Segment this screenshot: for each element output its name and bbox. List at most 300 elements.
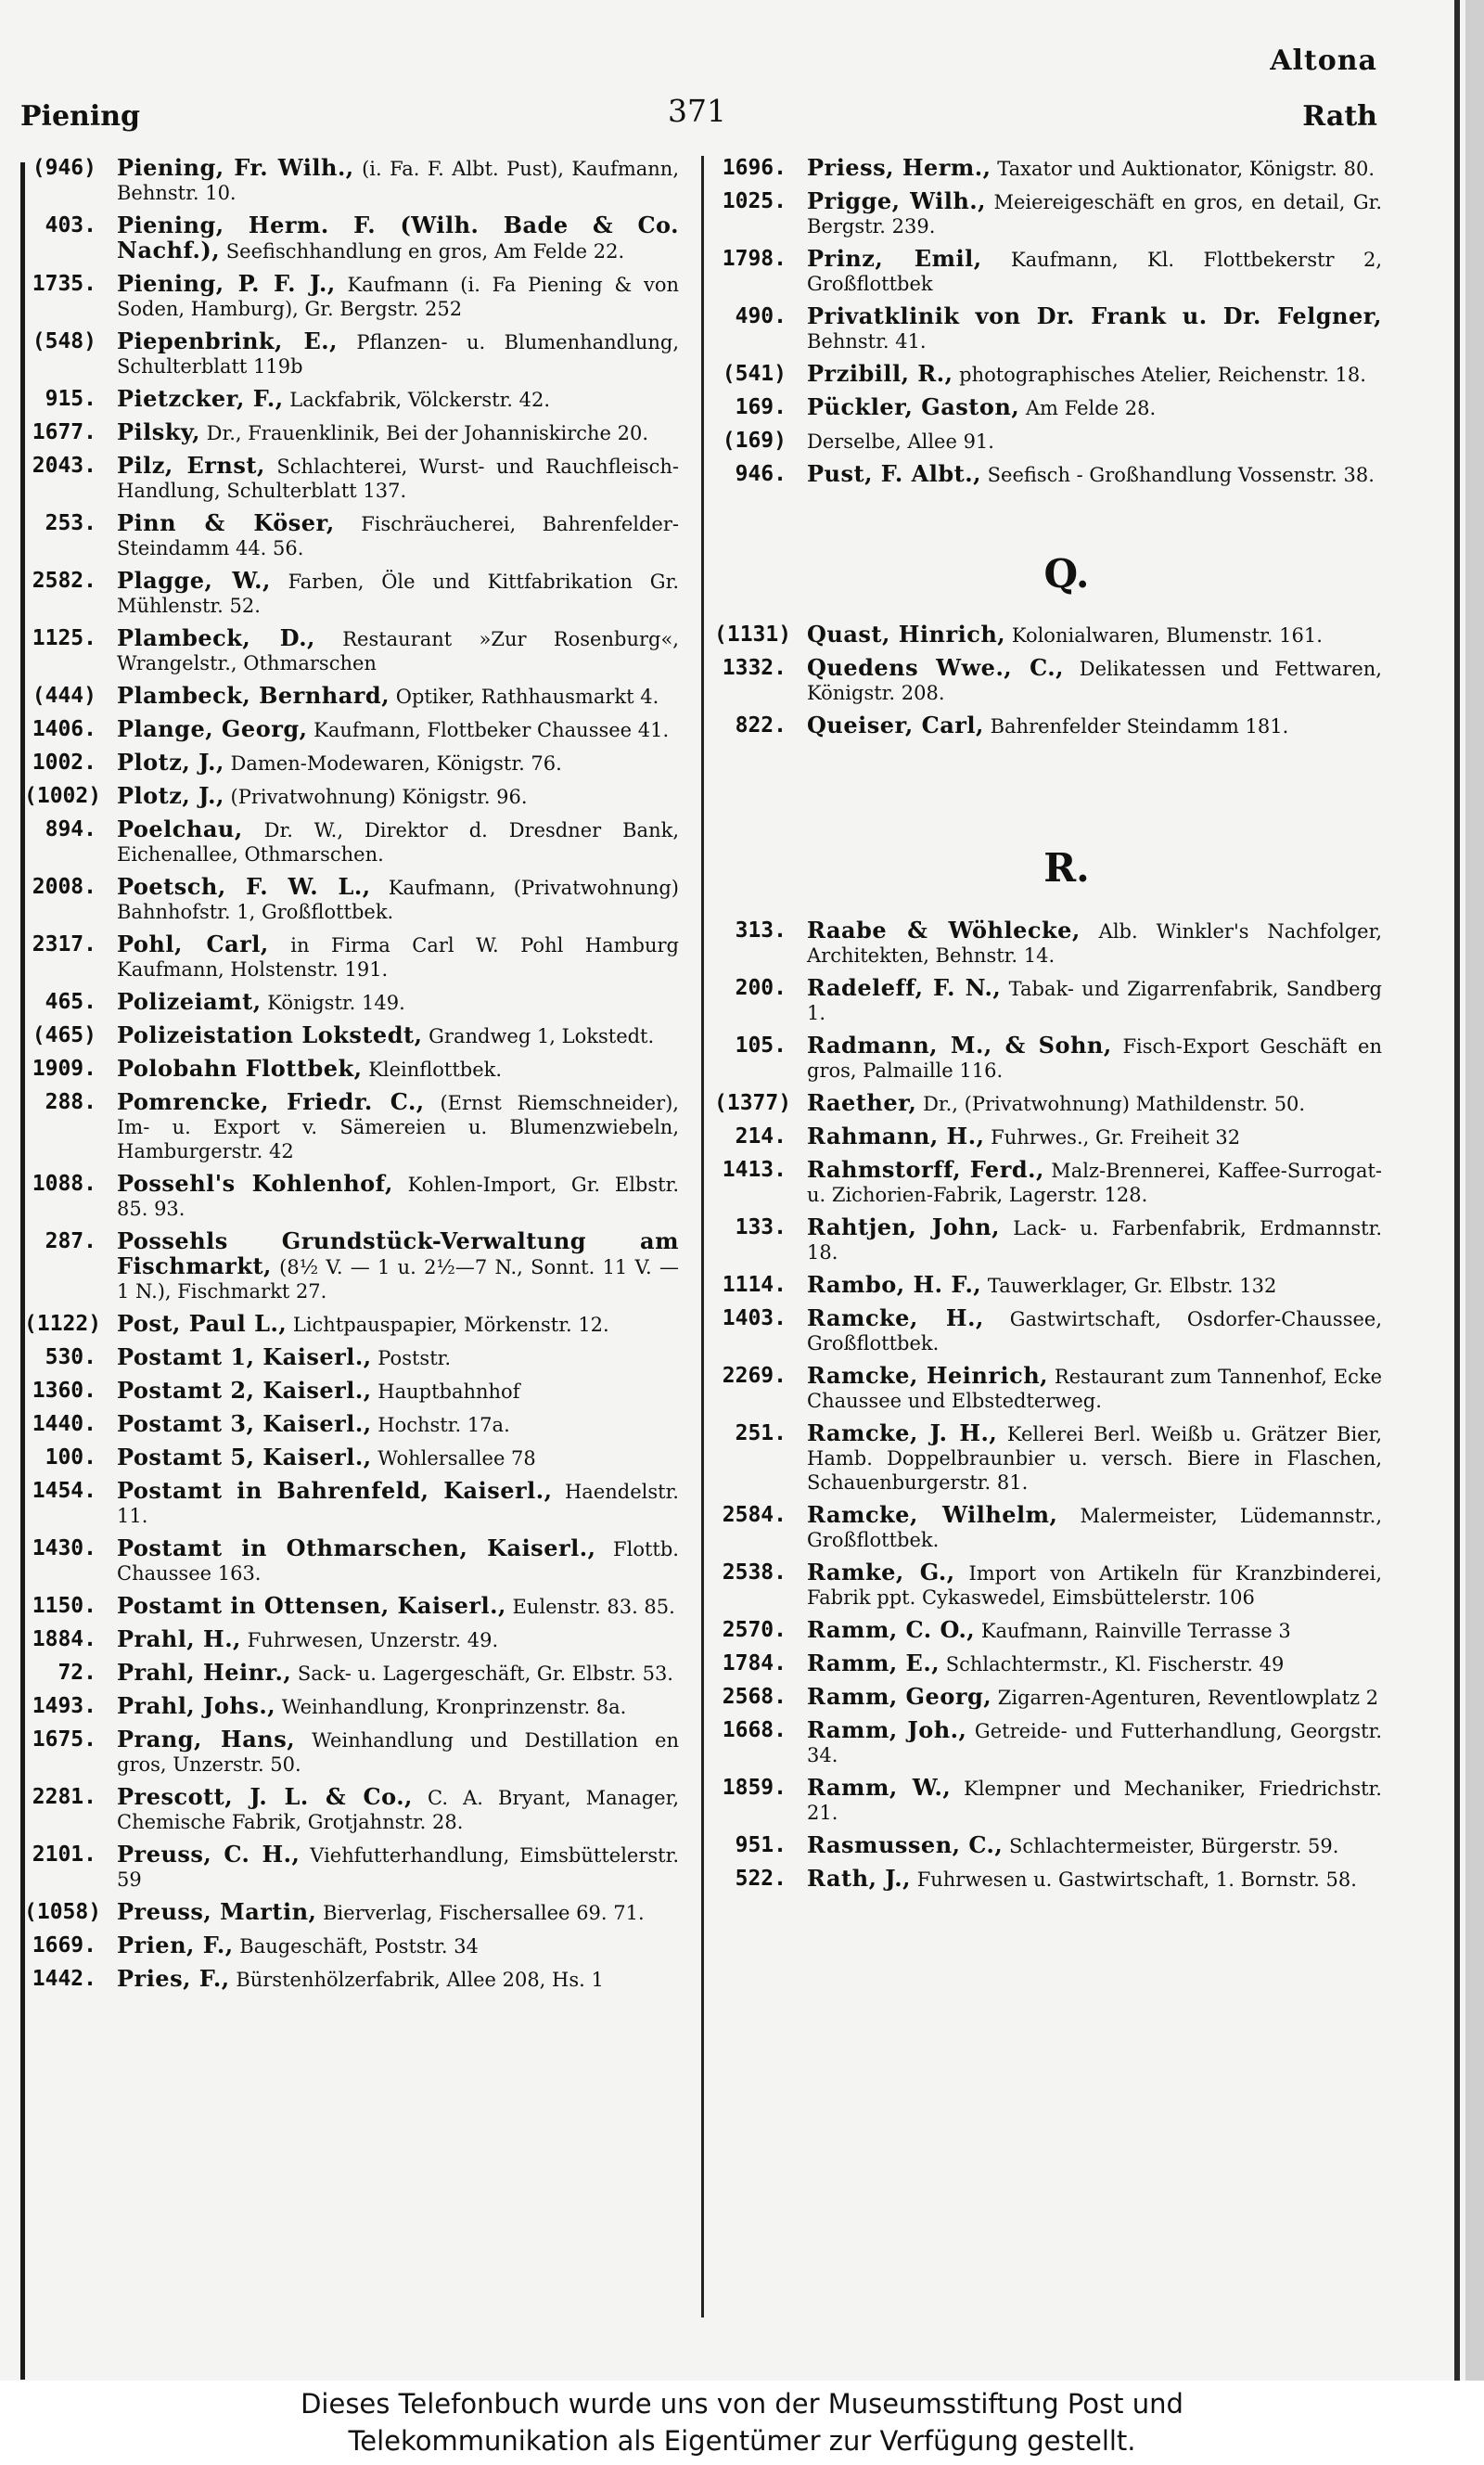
phone-number: (465)	[32, 1023, 96, 1047]
entry-name: Piepenbrink, E.,	[117, 327, 338, 354]
entry-details: Weinhandlung und Destillation en gros, Unzerstr. 50.	[117, 1729, 679, 1776]
directory-entry	[714, 1364, 1382, 1413]
entry-details: Schlachterei, Wurst- und Rauchfleisch-Handlung, Schulterblatt 137.	[117, 456, 680, 502]
entry-name: Plotz, J.,	[117, 749, 224, 776]
entry-text	[807, 1833, 1382, 1858]
entry-details: Malz-Brennerei, Kaffee-Surrogat- u. Zichorien-Fabrik, Lagerstr. 128.	[807, 1160, 1382, 1206]
entry-details: Getreide- und Futterhandlung, Georgstr. 34.	[807, 1720, 1382, 1766]
entry-name: Ramcke, J. H.,	[807, 1419, 998, 1446]
phone-number: 490.	[735, 304, 787, 328]
entry-text	[117, 387, 679, 412]
entry-text	[807, 462, 1382, 487]
entry-text	[117, 213, 679, 263]
entry-details: Optiker, Rathhausmarkt 4.	[395, 686, 659, 708]
directory-entry	[24, 1594, 679, 1619]
entry-name: Pückler, Gaston,	[807, 393, 1020, 420]
entry-text	[807, 1867, 1382, 1892]
entry-text	[807, 713, 1382, 738]
directory-entry	[24, 1345, 679, 1370]
page-number: 371	[668, 93, 726, 129]
directory-entry	[24, 387, 679, 412]
entry-text	[807, 247, 1382, 296]
entry-details: Tabak- und Zigarrenfabrik, Sandberg 1.	[807, 978, 1383, 1024]
directory-entry	[24, 751, 679, 776]
directory-entry	[24, 569, 679, 618]
entry-text	[117, 272, 679, 321]
directory-entry	[714, 1034, 1382, 1083]
entry-name: Prahl, Johs.,	[117, 1692, 276, 1719]
entry-text	[807, 1273, 1382, 1298]
entry-details: Dr., (Privatwohnung) Mathildenstr. 50.	[923, 1093, 1306, 1115]
directory-entry	[24, 156, 679, 205]
entry-text	[807, 1091, 1382, 1116]
entry-details: Fuhrwesen u. Gastwirtschaft, 1. Bornstr. 58.	[916, 1868, 1357, 1891]
entry-name: Raabe & Wöhlecke,	[807, 917, 1081, 944]
entry-details: Malermeister, Lüdemannstr., Großflottbek.	[807, 1505, 1383, 1551]
entry-name: Polizeiamt,	[117, 988, 262, 1015]
entry-text	[117, 1900, 679, 1925]
phone-number: 1406.	[32, 717, 96, 741]
entry-details: Dr., Frauenklinik, Bei der Johanniskirche 20.	[206, 422, 649, 444]
phone-number: 1677.	[32, 420, 96, 444]
section-p-continued	[714, 156, 1382, 487]
entry-details: Haendelstr. 11.	[117, 1481, 679, 1527]
entry-name: Piening, Fr. Wilh.,	[117, 154, 354, 181]
directory-entry	[714, 247, 1382, 296]
entry-details: Lack- u. Farbenfabrik, Erdmannstr. 18.	[807, 1217, 1383, 1264]
directory-entry	[24, 420, 679, 445]
entry-name: Ramke, G.,	[807, 1559, 955, 1586]
entry-text	[807, 1421, 1382, 1495]
entry-details: Königstr. 149.	[267, 992, 405, 1014]
phone-number: 287.	[45, 1229, 96, 1253]
phone-number: 253.	[45, 511, 96, 535]
phone-number: 1332.	[722, 656, 787, 680]
phone-number: 1430.	[32, 1536, 96, 1560]
directory-entry	[714, 1776, 1382, 1825]
directory-entry	[714, 623, 1382, 648]
directory-entry	[24, 1967, 679, 1992]
entry-text	[117, 1412, 679, 1437]
left-column	[24, 156, 679, 2000]
directory-entry	[714, 1618, 1382, 1643]
entry-name: Post, Paul L.,	[117, 1310, 288, 1337]
entry-name: Plange, Georg,	[117, 715, 308, 742]
entry-text	[807, 976, 1382, 1025]
entry-text	[117, 1445, 679, 1470]
phone-number: 169.	[735, 395, 787, 419]
phone-number: 822.	[735, 713, 787, 738]
entry-text	[117, 717, 679, 742]
directory-entry	[24, 1229, 679, 1303]
entry-text	[117, 1627, 679, 1652]
phone-number: 2281.	[32, 1785, 96, 1809]
phone-number: (1122)	[24, 1312, 102, 1336]
directory-entry	[24, 1023, 679, 1048]
entry-text	[117, 1172, 679, 1221]
phone-number: 100.	[45, 1445, 96, 1470]
phone-number: 1360.	[32, 1379, 96, 1403]
entry-details: Alb. Winkler's Nachfolger, Architekten, Behnstr. 14.	[807, 920, 1382, 967]
entry-name: Ramm, Joh.,	[807, 1716, 967, 1743]
entry-text	[807, 1718, 1382, 1767]
entry-name: Rahmann, H.,	[807, 1123, 985, 1149]
entry-text	[117, 1727, 679, 1777]
phone-number: (1377)	[714, 1091, 792, 1115]
phone-number: 946.	[735, 462, 787, 486]
directory-entry	[24, 1727, 679, 1777]
entry-name: Prien, F.,	[117, 1932, 234, 1958]
entry-details: Behnstr. 41.	[807, 330, 927, 353]
phone-number: 2008.	[32, 875, 96, 899]
phone-number: 403.	[45, 213, 96, 238]
entry-name: Przibill, R.,	[807, 360, 953, 387]
directory-entry	[24, 1694, 679, 1719]
entry-details: Hauptbahnhof	[377, 1380, 520, 1403]
entry-text	[117, 1661, 679, 1686]
directory-entry	[714, 1306, 1382, 1355]
entry-text	[117, 1312, 679, 1337]
footer-line-2: Telekommunikation als Eigentümer zur Verfügung gestellt.	[348, 2425, 1136, 2457]
directory-entry	[24, 1785, 679, 1834]
page-margin-right	[1465, 0, 1484, 2381]
entry-details: Fuhrwes., Gr. Freiheit 32	[991, 1126, 1241, 1149]
directory-entry	[714, 1867, 1382, 1892]
entry-details: Seefischhandlung en gros, Am Felde 22.	[225, 240, 625, 263]
entry-text	[807, 1124, 1382, 1149]
entry-text	[807, 189, 1382, 238]
entry-name: Priess, Herm.,	[807, 154, 991, 181]
entry-name: Radeleff, F. N.,	[807, 974, 1002, 1001]
entry-name: Pilsky,	[117, 418, 200, 445]
section-letter-r: R.	[1043, 845, 1090, 891]
entry-details: Kleinflottbek.	[368, 1059, 503, 1081]
phone-number: 1735.	[32, 272, 96, 296]
entry-name: Plambeck, Bernhard,	[117, 682, 390, 709]
entry-text	[807, 1215, 1382, 1265]
directory-entry	[714, 1124, 1382, 1149]
entry-name: Rasmussen, C.,	[807, 1831, 1004, 1858]
entry-name: Polobahn Flottbek,	[117, 1055, 363, 1082]
directory-entry	[24, 684, 679, 709]
entry-text	[807, 304, 1382, 353]
entry-details: Dr. W., Direktor d. Dresdner Bank, Eichenallee, Othmarschen.	[117, 819, 679, 866]
phone-number: 1454.	[32, 1479, 96, 1503]
entry-name: Prang, Hans,	[117, 1726, 296, 1752]
phone-number: (548)	[32, 329, 96, 353]
entry-name: Plotz, J.,	[117, 782, 224, 809]
directory-entry	[714, 1718, 1382, 1767]
entry-name: Rambo, H. F.,	[807, 1271, 982, 1298]
entry-name: Pinn & Köser,	[117, 509, 335, 536]
entry-name: Ramm, C. O.,	[807, 1616, 976, 1643]
entry-details: Poststr.	[377, 1347, 452, 1369]
entry-name: Raether,	[807, 1089, 917, 1116]
entry-text	[117, 817, 679, 867]
entry-details: Restaurant »Zur Rosenburg«, Wrangelstr., Othmarschen	[117, 628, 679, 674]
phone-number: 1669.	[32, 1933, 96, 1958]
phone-number: 105.	[735, 1034, 787, 1058]
entry-details: Kaufmann, Flottbeker Chaussee 41.	[313, 719, 670, 741]
entry-details: Kohlen-Import, Gr. Elbstr. 85. 93.	[117, 1174, 679, 1220]
entry-details: (Ernst Riemschneider), Im- u. Export v. Sämereien u. Blumenzwiebeln, Hamburgerstr. 42	[117, 1092, 679, 1162]
phone-number: 2269.	[722, 1364, 787, 1388]
directory-entry	[714, 189, 1382, 238]
entry-name: Postamt 5, Kaiserl.,	[117, 1444, 372, 1470]
phone-number: 2317.	[32, 932, 96, 956]
phone-number: 2101.	[32, 1842, 96, 1867]
entry-text	[117, 1967, 679, 1992]
phone-number: 530.	[45, 1345, 96, 1369]
entry-details: Farben, Öle und Kittfabrikation Gr. Mühlenstr. 52.	[117, 571, 679, 617]
header-last-entry: Rath	[1302, 100, 1377, 133]
entry-name: Preuss, C. H.,	[117, 1841, 301, 1868]
entry-details: Import von Artikeln für Kranzbinderei, Fabrik ppt. Cykaswedel, Eimsbüttelerstr. 106	[807, 1562, 1383, 1609]
entry-details: Pflanzen- u. Blumenhandlung, Schulterblatt 119b	[117, 331, 679, 378]
entry-name: Preuss, Martin,	[117, 1898, 317, 1925]
section-r	[714, 918, 1382, 1892]
directory-entry	[714, 1833, 1382, 1858]
entry-details: Bürstenhölzerfabrik, Allee 208, Hs. 1	[236, 1969, 604, 1991]
entry-name: Pust, F. Albt.,	[807, 460, 981, 487]
phone-number: 1798.	[722, 247, 787, 271]
entry-name: Postamt 3, Kaiserl.,	[117, 1410, 372, 1437]
entry-details: Kolonialwaren, Blumenstr. 161.	[1011, 624, 1323, 647]
entry-text	[807, 1776, 1382, 1825]
entry-details: Am Felde 28.	[1025, 397, 1157, 419]
directory-entry	[24, 1312, 679, 1337]
phone-number: (169)	[722, 429, 787, 453]
directory-entry	[24, 1090, 679, 1163]
directory-entry	[24, 1412, 679, 1437]
entry-name: Pilz, Ernst,	[117, 452, 265, 479]
phone-number: 1413.	[722, 1158, 787, 1182]
entry-text	[807, 1034, 1382, 1083]
entry-text	[117, 932, 679, 982]
entry-name: Possehls Grundstück-Verwaltung am Fischmarkt,	[117, 1227, 679, 1279]
entry-text	[807, 1503, 1382, 1552]
entry-name: Quedens Wwe., C.,	[807, 654, 1064, 681]
entry-text	[117, 569, 679, 618]
entry-text	[117, 684, 679, 709]
directory-entry	[24, 1661, 679, 1686]
directory-entry	[24, 1379, 679, 1404]
entry-name: Prahl, Heinr.,	[117, 1659, 292, 1686]
directory-entry	[24, 1900, 679, 1925]
directory-entry	[714, 1421, 1382, 1495]
entry-text	[807, 1306, 1382, 1355]
phone-number: 1668.	[722, 1718, 787, 1742]
phone-number: 2538.	[722, 1560, 787, 1585]
entry-details: Bahrenfelder Steindamm 181.	[990, 715, 1289, 738]
phone-number: 200.	[735, 976, 787, 1000]
entry-details: Lichtpauspapier, Mörkenstr. 12.	[292, 1314, 609, 1336]
entry-name: Pomrencke, Friedr. C.,	[117, 1088, 425, 1115]
directory-entry	[714, 1158, 1382, 1207]
section-letter-q: Q.	[1043, 551, 1090, 597]
entry-name: Postamt 1, Kaiserl.,	[117, 1343, 372, 1370]
entry-text	[117, 1345, 679, 1370]
phone-number: 1493.	[32, 1694, 96, 1718]
entry-name: Queiser, Carl,	[807, 712, 984, 738]
directory-entry	[24, 784, 679, 809]
entry-name: Pries, F.,	[117, 1965, 230, 1992]
entry-details: Derselbe, Allee 91.	[807, 430, 994, 453]
entry-text	[807, 1618, 1382, 1643]
column-divider	[701, 156, 704, 2317]
phone-number: 2582.	[32, 569, 96, 593]
page-edge-right	[1454, 0, 1460, 2381]
entry-name: Ramcke, H.,	[807, 1304, 984, 1331]
entry-text	[117, 1785, 679, 1834]
entry-name: Polizeistation Lokstedt,	[117, 1021, 423, 1048]
directory-entry	[714, 462, 1382, 487]
entry-text	[117, 1536, 679, 1586]
entry-text	[117, 1694, 679, 1719]
entry-details: Weinhandlung, Kronprinzenstr. 8a.	[281, 1696, 627, 1718]
phone-number: 1884.	[32, 1627, 96, 1651]
phone-number: 2584.	[722, 1503, 787, 1527]
entry-details: Restaurant zum Tannenhof, Ecke Chaussee und Elbstedterweg.	[807, 1366, 1383, 1412]
entry-text	[117, 1023, 679, 1048]
directory-entry	[24, 1057, 679, 1082]
phone-number: (946)	[32, 156, 96, 180]
entry-name: Piening, P. F. J.,	[117, 270, 336, 297]
phone-number: (444)	[32, 684, 96, 708]
entry-details: in Firma Carl W. Pohl Hamburg Kaufmann, Holstenstr. 191.	[117, 934, 679, 981]
phone-number: (1058)	[24, 1900, 102, 1924]
phone-number: 465.	[45, 990, 96, 1014]
header-city: Altona	[1270, 45, 1377, 77]
entry-name: Quast, Hinrich,	[807, 621, 1006, 648]
phone-number: 1088.	[32, 1172, 96, 1196]
directory-entry	[24, 1445, 679, 1470]
phone-number: (1131)	[714, 623, 792, 647]
entry-name: Plambeck, D.,	[117, 624, 315, 651]
entry-details: Wohlersallee 78	[377, 1447, 536, 1470]
directory-entry	[714, 1685, 1382, 1710]
entry-text	[807, 1364, 1382, 1413]
entry-text	[117, 1090, 679, 1163]
entry-details: Kaufmann (i. Fa Piening & von Soden, Hamburg), Gr. Bergstr. 252	[117, 274, 679, 320]
entry-name: Prinz, Emil,	[807, 245, 982, 272]
entry-name: Ramm, W.,	[807, 1774, 952, 1801]
entry-text	[807, 623, 1382, 648]
directory-entry	[24, 454, 679, 503]
directory-entry	[714, 918, 1382, 968]
entry-details: (Privatwohnung) Königstr. 96.	[230, 786, 528, 808]
entry-name: Postamt 2, Kaiserl.,	[117, 1377, 372, 1404]
entry-text	[807, 362, 1382, 387]
entry-details: Klempner und Mechaniker, Friedrichstr. 21.	[807, 1778, 1382, 1824]
entry-name: Pietzcker, F.,	[117, 385, 284, 412]
entry-text	[117, 875, 679, 924]
phone-number: 1784.	[722, 1651, 787, 1675]
phone-number: 72.	[58, 1661, 96, 1685]
directory-entry	[24, 1172, 679, 1221]
entry-details: Taxator und Auktionator, Königstr. 80.	[997, 158, 1375, 180]
phone-number: 313.	[735, 918, 787, 943]
directory-entry	[24, 1536, 679, 1586]
section-q	[714, 623, 1382, 738]
directory-entry	[24, 1842, 679, 1892]
entry-name: Piening, Herm. F. (Wilh. Bade & Co. Nachf.),	[117, 212, 679, 263]
directory-entry	[24, 1627, 679, 1652]
entry-text	[117, 784, 679, 809]
entry-details: Hochstr. 17a.	[377, 1414, 510, 1436]
phone-number: 915.	[45, 387, 96, 411]
entry-name: Poetsch, F. W. L.,	[117, 873, 371, 900]
entry-details: Grandweg 1, Lokstedt.	[429, 1025, 655, 1047]
entry-name: Poelchau,	[117, 815, 243, 842]
entry-details: Viehfutterhandlung, Eimsbüttelerstr. 59	[117, 1844, 679, 1891]
directory-entry	[24, 990, 679, 1015]
directory-entry	[714, 1273, 1382, 1298]
phone-number: 2570.	[722, 1618, 787, 1642]
entry-details: Gastwirtschaft, Osdorfer-Chaussee, Großflottbek.	[807, 1308, 1382, 1354]
directory-entry	[714, 304, 1382, 353]
entry-details: Bierverlag, Fischersallee 69. 71.	[323, 1902, 645, 1924]
entry-details: (8½ V. — 1 u. 2½—7 N., Sonnt. 11 V. — 1 N.), Fischmarkt 27.	[117, 1256, 679, 1303]
footer-line-1: Dieses Telefonbuch wurde uns von der Museumsstiftung Post und	[301, 2388, 1183, 2420]
entry-details: Schlachtermeister, Bürgerstr. 59.	[1008, 1835, 1339, 1857]
phone-number: 2043.	[32, 454, 96, 478]
entry-details: Delikatessen und Fettwaren, Königstr. 208.	[807, 658, 1382, 704]
entry-details: Flottb. Chaussee 163.	[117, 1538, 679, 1585]
phone-number: 2568.	[722, 1685, 787, 1709]
phone-number: 1909.	[32, 1057, 96, 1081]
directory-entry	[24, 626, 679, 675]
entry-details: Lackfabrik, Völckerstr. 42.	[289, 389, 551, 411]
phone-number: 1675.	[32, 1727, 96, 1752]
phone-number: 1440.	[32, 1412, 96, 1436]
entry-details: Tauwerklager, Gr. Elbstr. 132	[987, 1275, 1277, 1297]
directory-entry	[24, 1933, 679, 1958]
entry-name: Pohl, Carl,	[117, 931, 269, 957]
directory-entry	[24, 932, 679, 982]
directory-entry	[24, 717, 679, 742]
entry-text	[807, 156, 1382, 181]
entry-details: Damen-Modewaren, Königstr. 76.	[230, 752, 562, 775]
entry-name: Rath, J.,	[807, 1865, 911, 1892]
directory-entry	[24, 875, 679, 924]
entry-details: Kaufmann, Rainville Terrasse 3	[980, 1620, 1291, 1642]
entry-name: Postamt in Bahrenfeld, Kaiserl.,	[117, 1477, 553, 1504]
phone-number: 1442.	[32, 1967, 96, 1991]
entry-text	[117, 1594, 679, 1619]
directory-entry	[714, 713, 1382, 738]
entry-text	[807, 395, 1382, 420]
entry-text	[807, 1685, 1382, 1710]
directory-entry	[24, 511, 679, 560]
entry-text	[807, 1158, 1382, 1207]
phone-number: 133.	[735, 1215, 787, 1239]
entry-details: Meiereigeschäft en gros, en detail, Gr. Bergstr. 239.	[807, 191, 1382, 238]
entry-name: Radmann, M., & Sohn,	[807, 1032, 1112, 1059]
entry-name: Prescott, J. L. & Co.,	[117, 1783, 413, 1810]
entry-name: Postamt in Othmarschen, Kaiserl.,	[117, 1534, 596, 1561]
entry-details: Fischräucherei, Bahrenfelder-Steindamm 44. 56.	[117, 513, 679, 559]
directory-entry	[714, 395, 1382, 420]
entry-name: Ramm, E.,	[807, 1650, 940, 1676]
directory-entry	[24, 817, 679, 867]
entry-details: C. A. Bryant, Manager, Chemische Fabrik, Grotjahnstr. 28.	[117, 1787, 679, 1833]
phone-number: 522.	[735, 1867, 787, 1891]
directory-entry	[714, 362, 1382, 387]
entry-text	[117, 626, 679, 675]
directory-entry	[714, 1503, 1382, 1552]
entry-text	[807, 429, 1382, 454]
